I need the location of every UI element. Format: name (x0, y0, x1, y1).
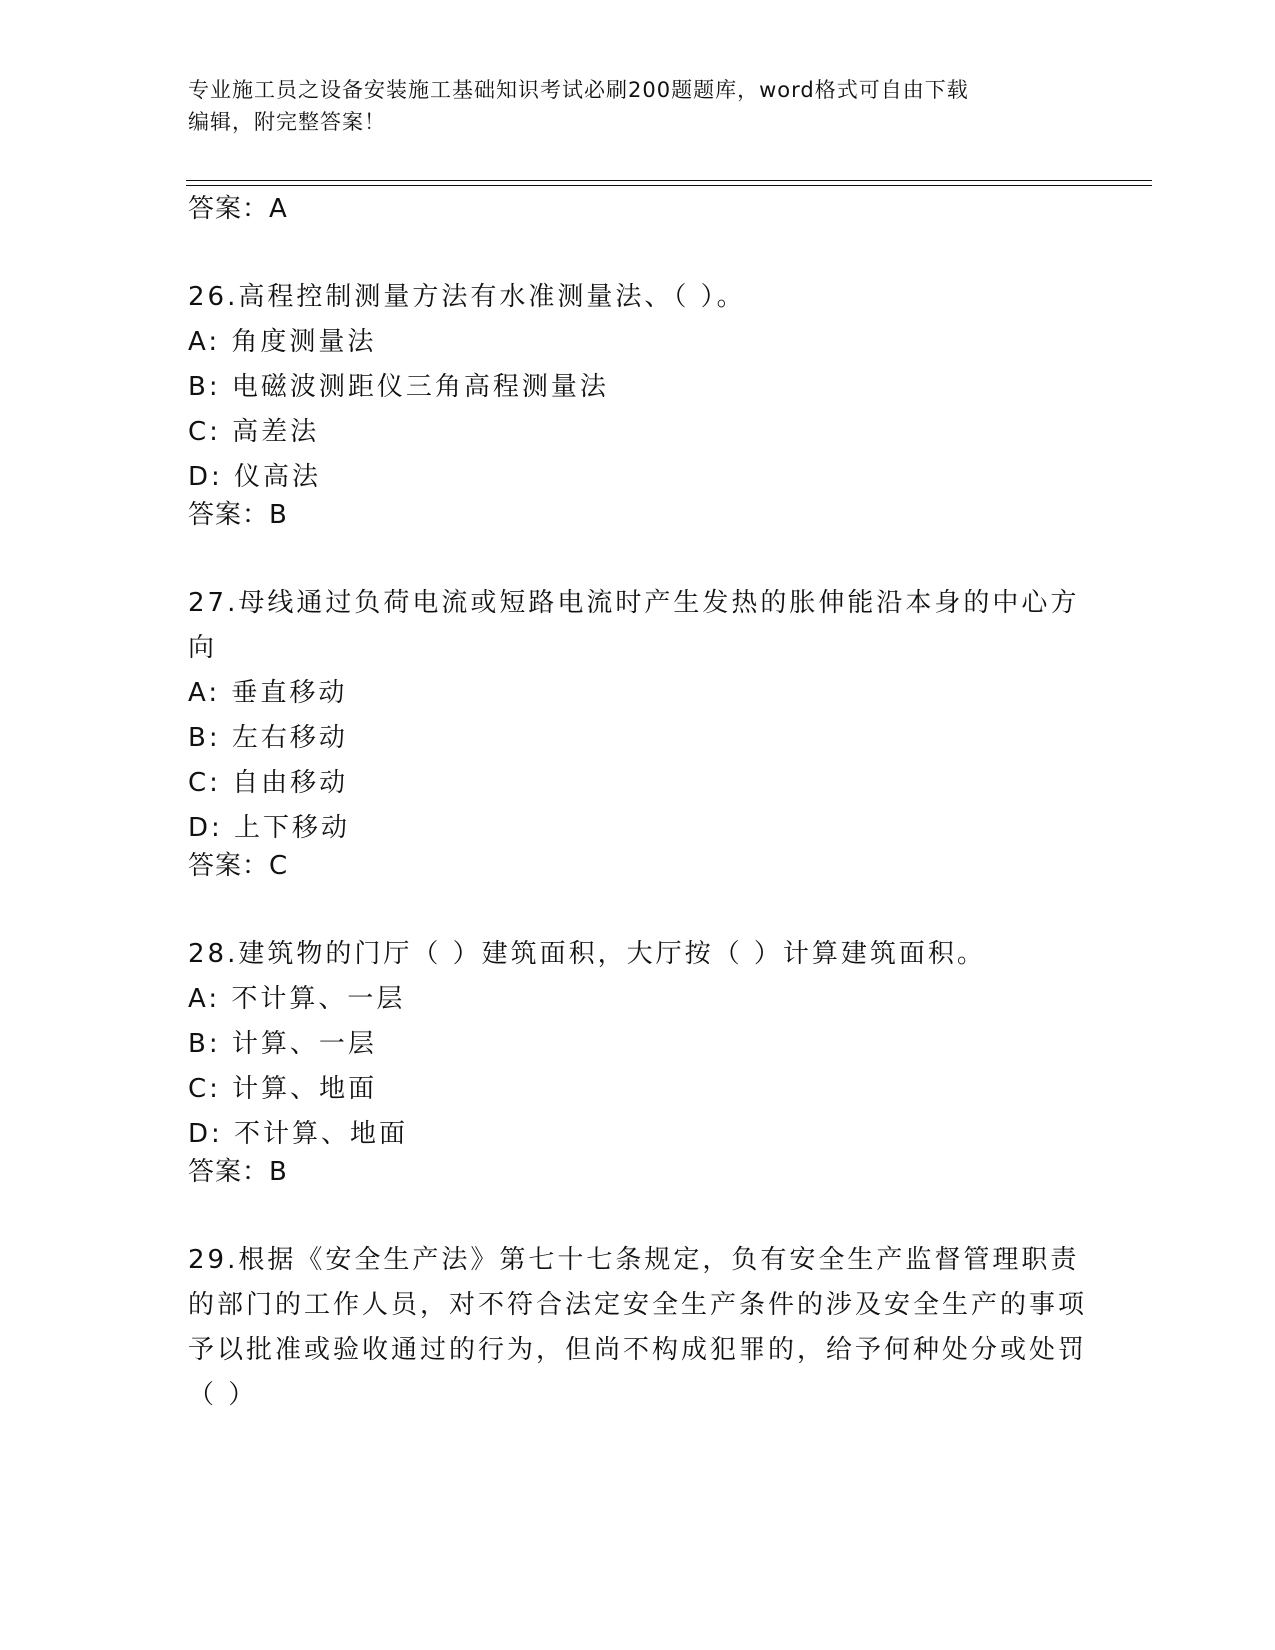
header-divider-top (186, 180, 1152, 181)
header-divider-bottom (186, 185, 1152, 186)
option-c: C: 计算、地面 (188, 1074, 378, 1104)
option-a: A: 不计算、一层 (188, 984, 406, 1014)
option-c: C: 高差法 (188, 417, 320, 447)
question-26 (188, 275, 1088, 530)
question-text: 26.高程控制测量方法有水准测量法、（ ）。 (188, 282, 746, 312)
option-c: C: 自由移动 (188, 768, 349, 798)
option-a: A: 角度测量法 (188, 327, 377, 357)
option-b: B: 计算、一层 (188, 1029, 377, 1059)
answer-line: 答案：B (188, 500, 288, 530)
question-list (188, 192, 1088, 1418)
header-line-1: 专业施工员之设备安装施工基础知识考试必刷200题题库，word格式可自由下载 (188, 78, 969, 102)
answer-line: 答案：C (188, 851, 289, 881)
answer-line: 答案：A (188, 194, 288, 224)
question-text: 29.根据《安全生产法》第七十七条规定，负有安全生产监督管理职责的部门的工作人员，对不符合法定安全生产条件的涉及安全生产的事项予以批准或验收通过的行为，但尚不构成犯罪的，给予何种处分或处罚（ ） (188, 1245, 1088, 1410)
page-header (188, 74, 1068, 138)
option-b: B: 左右移动 (188, 723, 348, 753)
option-d: D: 仪高法 (188, 462, 322, 492)
question-text: 27.母线通过负荷电流或短路电流时产生发热的胀伸能沿本身的中心方向 (188, 588, 1080, 663)
question-29 (188, 1238, 1088, 1418)
option-d: D: 上下移动 (188, 813, 351, 843)
question-text: 28.建筑物的门厅（ ）建筑面积，大厅按（ ）计算建筑面积。 (188, 939, 986, 969)
option-d: D: 不计算、地面 (188, 1119, 409, 1149)
question-28 (188, 932, 1088, 1187)
option-a: A: 垂直移动 (188, 678, 348, 708)
answer-line: 答案：B (188, 1157, 288, 1187)
header-line-2: 编辑，附完整答案！ (188, 110, 386, 134)
option-b: B: 电磁波测距仪三角高程测量法 (188, 372, 609, 402)
question-27 (188, 581, 1088, 881)
